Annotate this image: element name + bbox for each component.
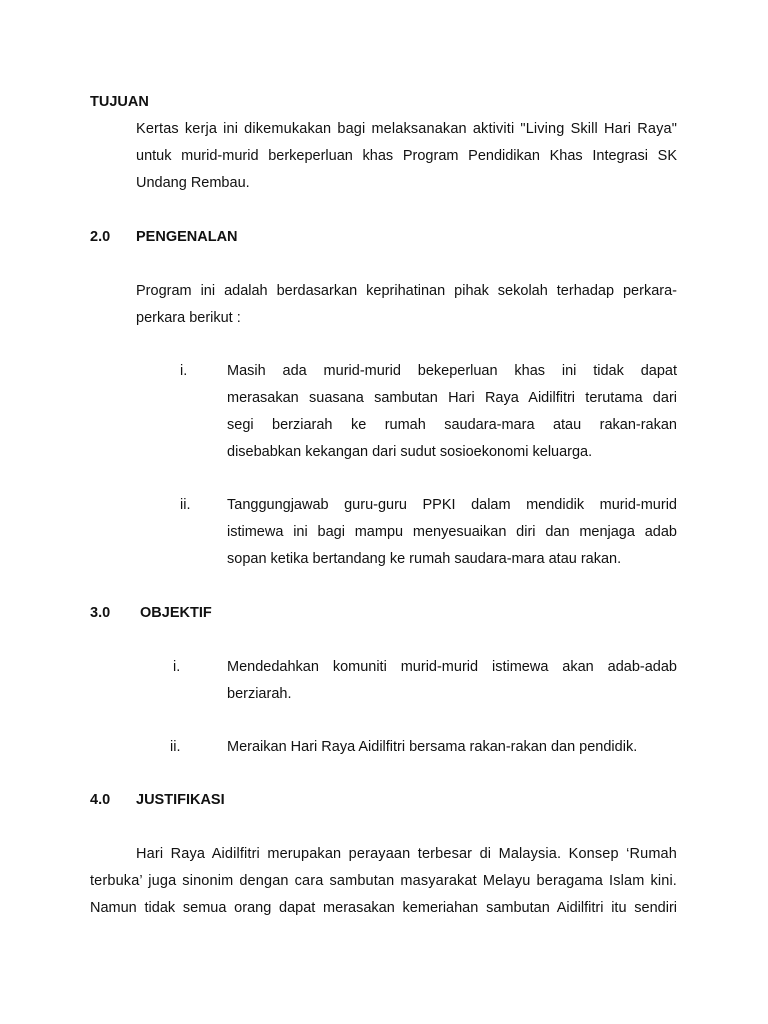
pengenalan-intro-line-2: perkara berikut : [136,310,241,326]
objektif-item-numeral-1: i. [173,659,181,675]
section-heading-justifikasi: JUSTIFIKASI [136,792,225,808]
pengenalan-item-2-line-1: Tanggungjawab guru-guru PPKI dalam mendidik murid-murid [227,497,677,513]
objektif-item-2-line-1: Meraikan Hari Raya Aidilfitri bersama rakan-rakan dan pendidik. [227,739,638,755]
tujuan-line-2: untuk murid-murid berkeperluan khas Program Pendidikan Khas Integrasi SK [136,148,677,164]
pengenalan-intro-line-1: Program ini adalah berdasarkan keprihatinan pihak sekolah terhadap perkara- [136,283,677,299]
pengenalan-item-1-line-4: disebabkan kekangan dari sudut sosioekonomi keluarga. [227,444,593,460]
pengenalan-item-numeral-1: i. [180,363,188,379]
pengenalan-item-2-line-2: istimewa ini bagi mampu menyesuaikan diri dan menjaga adab [227,524,677,540]
justifikasi-line-1: Hari Raya Aidilfitri merupakan perayaan terbesar di Malaysia. Konsep ‘Rumah [136,846,677,862]
section-heading-pengenalan: PENGENALAN [136,229,238,245]
section-heading-objektif: OBJEKTIF [140,605,212,621]
tujuan-line-3: Undang Rembau. [136,175,250,191]
pengenalan-item-1-line-2: merasakan suasana sambutan Hari Raya Aidilfitri terutama dari [227,390,677,406]
section-heading-tujuan: TUJUAN [90,94,149,110]
section-number-3: 3.0 [90,605,111,621]
section-number-2: 2.0 [90,229,111,245]
pengenalan-item-1-line-1: Masih ada murid-murid bekeperluan khas ini tidak dapat [227,363,677,379]
justifikasi-line-3: Namun tidak semua orang dapat merasakan kemeriahan sambutan Aidilfitri itu sendiri [90,900,677,916]
objektif-item-1-line-1: Mendedahkan komuniti murid-murid istimewa akan adab-adab [227,659,677,675]
tujuan-line-1: Kertas kerja ini dikemukakan bagi melaksanakan aktiviti "Living Skill Hari Raya" [136,121,677,137]
pengenalan-item-2-line-3: sopan ketika bertandang ke rumah saudara-mara atau rakan. [227,551,622,567]
pengenalan-item-numeral-2: ii. [180,497,191,513]
objektif-item-numeral-2: ii. [170,739,181,755]
pengenalan-item-1-line-3: segi berziarah ke rumah saudara-mara atau rakan-rakan [227,417,677,433]
justifikasi-line-2: terbuka’ juga sinonim dengan cara sambutan masyarakat Melayu beragama Islam kini. [90,873,677,889]
section-number-4: 4.0 [90,792,111,808]
objektif-item-1-line-2: berziarah. [227,686,292,702]
